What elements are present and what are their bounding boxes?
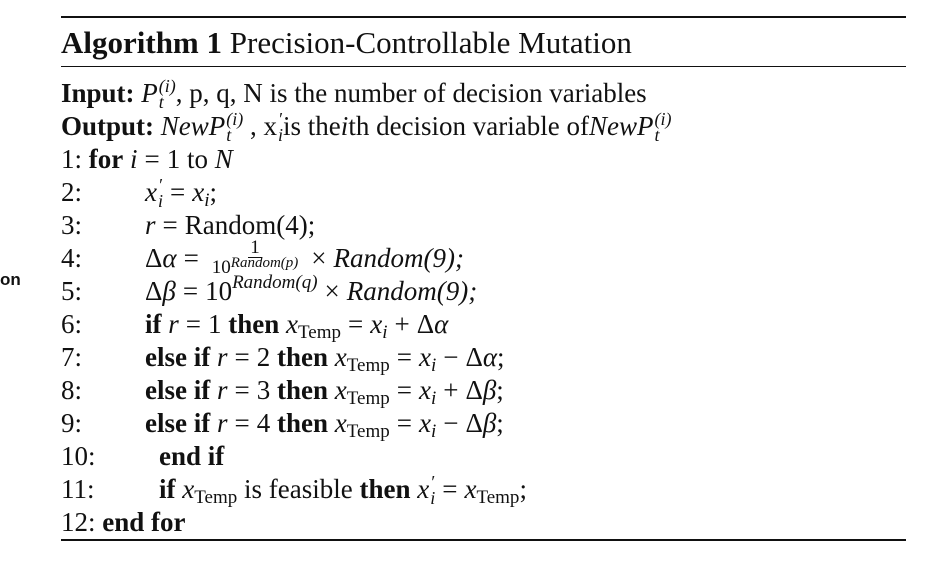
algorithm-name: Precision-Controllable Mutation	[229, 25, 632, 60]
stray-fragment-text: on	[0, 270, 21, 289]
algorithm-line-4: 4: Δ α = $\frac{1}{10^{Random(p)}}$ × Random(9);	[61, 237, 464, 278]
algorithm-line-12: 12: end for	[61, 507, 186, 537]
algorithm-line-1: 1: for i = 1 to N	[61, 144, 233, 174]
algorithm-body	[61, 67, 906, 539]
algorithm-line-6: 6: if r = 1 then x Temp = x i + Δ α	[61, 309, 449, 343]
algorithm-label: Algorithm 1	[61, 25, 223, 60]
algorithm-line-2: 2: x ′ i = x i ;	[61, 174, 218, 211]
input-line: Input: P (i) t , p, q, N is the number of decision variables	[61, 75, 647, 112]
input-label: Input:	[61, 78, 135, 108]
algorithm-title	[61, 18, 906, 67]
output-line: Output: NewP (i) t , x ′ i is the i th decision variable of NewP (i) t	[61, 108, 672, 145]
input-rest: , p, q, N is the number of decision variables	[175, 78, 647, 108]
algorithm-line-10: 10: end if	[61, 441, 225, 471]
algorithm-box	[61, 16, 906, 541]
algorithm-line-5: 5: Δ β = 10 Random(q) × Random(9);	[61, 271, 478, 306]
algorithm-line-11: 11: if x Temp is feasible then x ′ i = x Temp ;	[61, 471, 527, 508]
algorithm-line-7: 7: else if r = 2 then x Temp = x i − Δ α ;	[61, 342, 505, 376]
output-label: Output:	[61, 111, 155, 141]
algorithm-line-3: 3: r = Random(4);	[61, 210, 316, 240]
algorithm-line-8: 8: else if r = 3 then x Temp = x i + Δ β ;	[61, 375, 504, 409]
algorithm-line-9: 9: else if r = 4 then x Temp = x i − Δ β ;	[61, 408, 504, 442]
